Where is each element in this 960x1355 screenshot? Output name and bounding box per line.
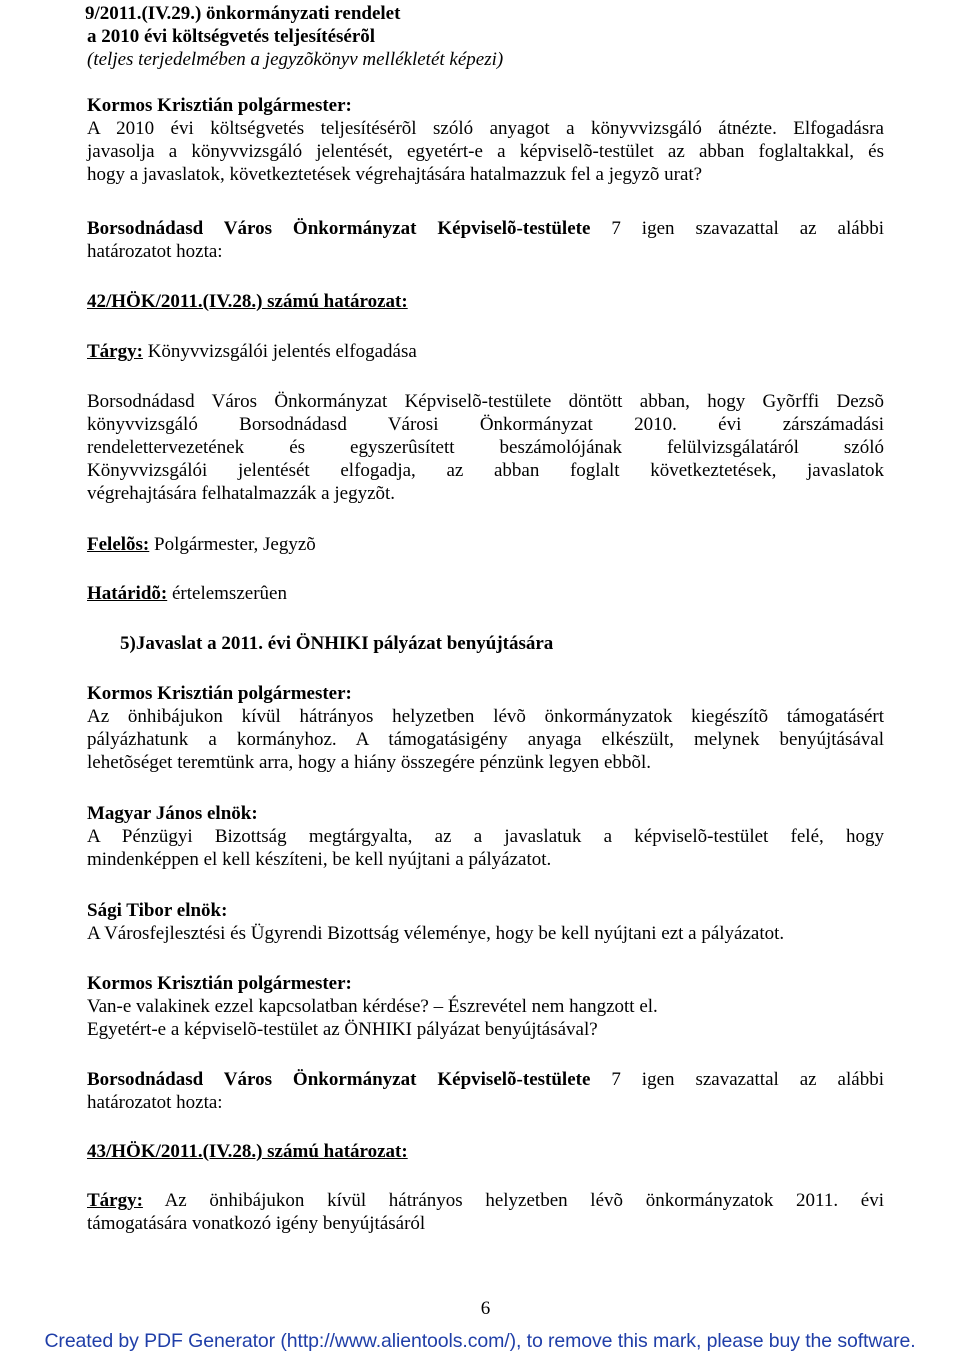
resolution-body-line: könyvvizsgáló Borsodnádasd Városi Önkormányzat 2010. évi zárszámadási	[87, 414, 884, 435]
paragraph-line: Az önhibájukon kívül hátrányos helyzetben lévõ önkormányzatok kiegészítõ támogatásért	[87, 706, 884, 727]
subject-label: Tárgy:	[87, 341, 143, 362]
resolution-body-line: Borsodnádasd Város Önkormányzat Képviselõ-testülete döntött abban, hogy Gyõrffi Dezsõ	[87, 391, 884, 412]
resolution-subject-cont: támogatására vonatkozó igény benyújtásáról	[87, 1213, 426, 1234]
vote-statement	[87, 217, 884, 240]
resolution-body-line: rendelettervezetének és egyszerûsített beszámolójának felülvizsgálatáról szóló	[87, 437, 884, 458]
paragraph-line: pályázhatunk a kormányhoz. A támogatásigény anyaga elkészült, melynek benyújtásával	[87, 729, 884, 750]
responsible-text: Polgármester, Jegyzõ	[149, 534, 316, 555]
speaker-label: Sági Tibor elnök:	[87, 900, 228, 921]
deadline-label: Határidõ:	[87, 583, 168, 604]
speaker-label: Kormos Krisztián polgármester:	[87, 973, 352, 994]
vote-result: 7 igen szavazattal az alábbi	[590, 218, 884, 239]
subject-label: Tárgy:	[87, 1190, 143, 1211]
deadline	[87, 582, 884, 605]
vote-statement	[87, 1068, 884, 1091]
resolution-body-line: végrehajtására felhatalmazzák a jegyzõt.	[87, 483, 396, 504]
paragraph-line: lehetõséget teremtünk arra, hogy a hiány összegére pénzünk legyen ebbõl.	[87, 752, 651, 773]
paragraph-line: javasolja a könyvvizsgáló jelentését, egyetért-e a képviselõ-testület az abban foglaltakkal, és	[87, 141, 884, 162]
paragraph-line: hogy a javaslatok, következtetések végrehajtására hatalmazzuk fel a jegyzõ urat?	[87, 164, 703, 185]
vote-statement-end: határozatot hozta:	[87, 1092, 223, 1113]
resolution-subject	[87, 1189, 884, 1212]
paragraph-line: A Pénzügyi Bizottság megtárgyalta, az a javaslatuk a képviselõ-testület felé, hogy	[87, 826, 884, 847]
council-name: Borsodnádasd Város Önkormányzat Képviselõ-testülete	[87, 1069, 591, 1090]
speaker-label: Kormos Krisztián polgármester:	[87, 95, 352, 116]
resolution-number: 42/HÖK/2011.(IV.28.) számú határozat:	[87, 291, 408, 312]
subject-text: Az önhibájukon kívül hátrányos helyzetben lévõ önkormányzatok 2011. évi	[142, 1190, 884, 1211]
subject-text: Könyvvizsgálói jelentés elfogadása	[142, 341, 417, 362]
responsible	[87, 533, 884, 556]
speaker-label: Magyar János elnök:	[87, 803, 258, 824]
paragraph-line: A 2010 évi költségvetés teljesítésérõl szóló anyagot a könyvvizsgáló átnézte. Elfogadásra	[87, 118, 884, 139]
paragraph-line: A Városfejlesztési és Ügyrendi Bizottság véleménye, hogy be kell nyújtani ezt a pályázatot.	[87, 923, 785, 944]
decree-note: (teljes terjedelmében a jegyzõkönyv mellékletét képezi)	[87, 49, 504, 70]
vote-statement-end: határozatot hozta:	[87, 241, 223, 262]
paragraph-line: Van-e valakinek ezzel kapcsolatban kérdése? – Észrevétel nem hangzott el.	[87, 996, 658, 1017]
council-name: Borsodnádasd Város Önkormányzat Képviselõ-testülete	[87, 218, 591, 239]
responsible-label: Felelõs:	[87, 534, 150, 555]
vote-result: 7 igen szavazattal az alábbi	[590, 1069, 884, 1090]
resolution-number: 43/HÖK/2011.(IV.28.) számú határozat:	[87, 1141, 408, 1162]
decree-title: 9/2011.(IV.29.) önkormányzati rendelet	[85, 3, 401, 24]
pdf-generator-watermark: Created by PDF Generator (http://www.alientools.com/), to remove this mark, please buy the software.	[44, 1330, 916, 1352]
paragraph-line: mindenképpen el kell készíteni, be kell nyújtani a pályázatot.	[87, 849, 552, 870]
resolution-body-line: Könyvvizsgálói jelentését elfogadja, az abban foglalt következtetések, javaslatok	[87, 460, 884, 481]
decree-subtitle: a 2010 évi költségvetés teljesítésérõl	[87, 26, 376, 47]
agenda-item-title: 5)Javaslat a 2011. évi ÖNHIKI pályázat benyújtására	[120, 633, 554, 654]
page-number: 6	[480, 1298, 491, 1319]
deadline-text: értelemszerûen	[167, 583, 287, 604]
paragraph-line: Egyetért-e a képviselõ-testület az ÖNHIKI pályázat benyújtásával?	[87, 1019, 598, 1040]
speaker-label: Kormos Krisztián polgármester:	[87, 683, 352, 704]
resolution-subject	[87, 340, 884, 363]
